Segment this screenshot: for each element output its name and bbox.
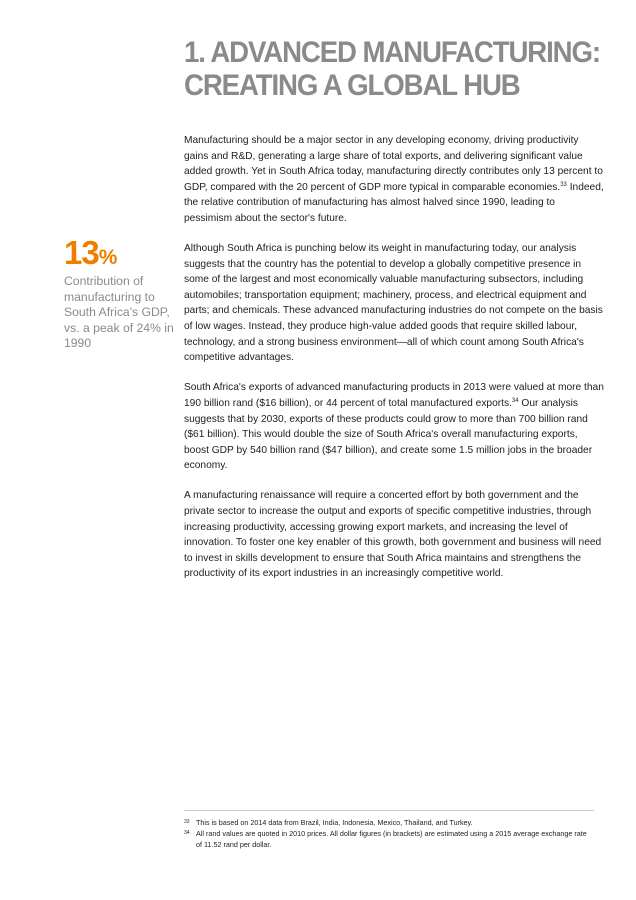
paragraph-3-text-a: South Africa's exports of advanced manufacturing products in 2013 were valued at more than 190 billion rand ($16 billion), or 44 percent of total manufactured exports. — [184, 382, 604, 409]
footnotes — [184, 810, 594, 851]
footnote-ref-34: 34 — [511, 397, 519, 404]
body-text — [184, 133, 604, 596]
stat-number: 13 — [64, 234, 99, 271]
footnote-ref-33: 33 — [560, 181, 567, 188]
paragraph-4: A manufacturing renaissance will require a concerted effort by both government and the private sector to increase the output and exports of specific competitive industries, through increasing productivity, accessing growing export markets, and increasing the level of innovation. To foster one key enabler of this growth, both government and business will need to invest in skills development to ensure that South Africa maintains and strengthens the productivity of its export industries in an increasingly competitive world. — [184, 490, 602, 580]
paragraph-1-text-b: Indeed, the relative contribution of manufacturing has almost halved since 1990, leading to pessimism about the sector's future. — [184, 181, 604, 224]
heading-line-2: CREATING A GLOBAL HUB — [184, 69, 520, 102]
footnote-item — [184, 818, 594, 828]
stat-unit: % — [98, 246, 117, 269]
footnote-number: 34 — [184, 830, 190, 837]
paragraph-3-text-b: Our analysis suggests that by 2030, exports of these products could grow to more than 700 billion rand ($61 billion). This would double the size of South Africa's overall manufacturing exports, boost GDP by 540 billion rand ($47 billion), and create some 1.5 million jobs in the broader economy. — [184, 397, 593, 472]
footnote-item — [184, 829, 594, 850]
paragraph-2: Although South Africa is punching below its weight in manufacturing today, our analysis suggests that the country has the potential to develop a globally competitive presence in some of the largest and most economically valuable manufacturing subsectors, including automobiles; transportation equipment; machinery, process, and electrical equipment and parts; and chemicals. These advanced manufacturing industries do not compete on the basis of low wages. Instead, they produce high-value added goods that require skilled labour, technology, and a strong business environment—all of which count among South Africa's competitive advantages. — [184, 243, 603, 364]
heading-line-1: 1. ADVANCED MANUFACTURING: — [184, 36, 600, 69]
stat-callout — [64, 236, 174, 352]
footnote-text: All rand values are quoted in 2010 prices. All dollar figures (in brackets) are estimated using a 2015 average exchange rate of 11.52 rand per dollar. — [196, 829, 587, 849]
stat-description: Contribution of manufacturing to South Africa's GDP, vs. a peak of 24% in 1990 — [64, 274, 174, 350]
footnote-number: 33 — [184, 819, 190, 825]
section-heading — [184, 36, 600, 102]
paragraph-1-text-a: Manufacturing should be a major sector in any developing economy, driving productivity gains and R&D, generating a large share of total exports, and delivering significant value added growth. Yet in South Africa today, manufacturing directly contributes only 13 percent to GDP, compared with the 20 percent of GDP more typical in comparable economies. — [184, 135, 603, 193]
stat-value — [64, 236, 174, 275]
paragraph-3 — [184, 380, 604, 474]
paragraph-1 — [184, 133, 604, 227]
footnote-text: This is based on 2014 data from Brazil, India, Indonesia, Mexico, Thailand, and Turkey. — [196, 818, 473, 827]
